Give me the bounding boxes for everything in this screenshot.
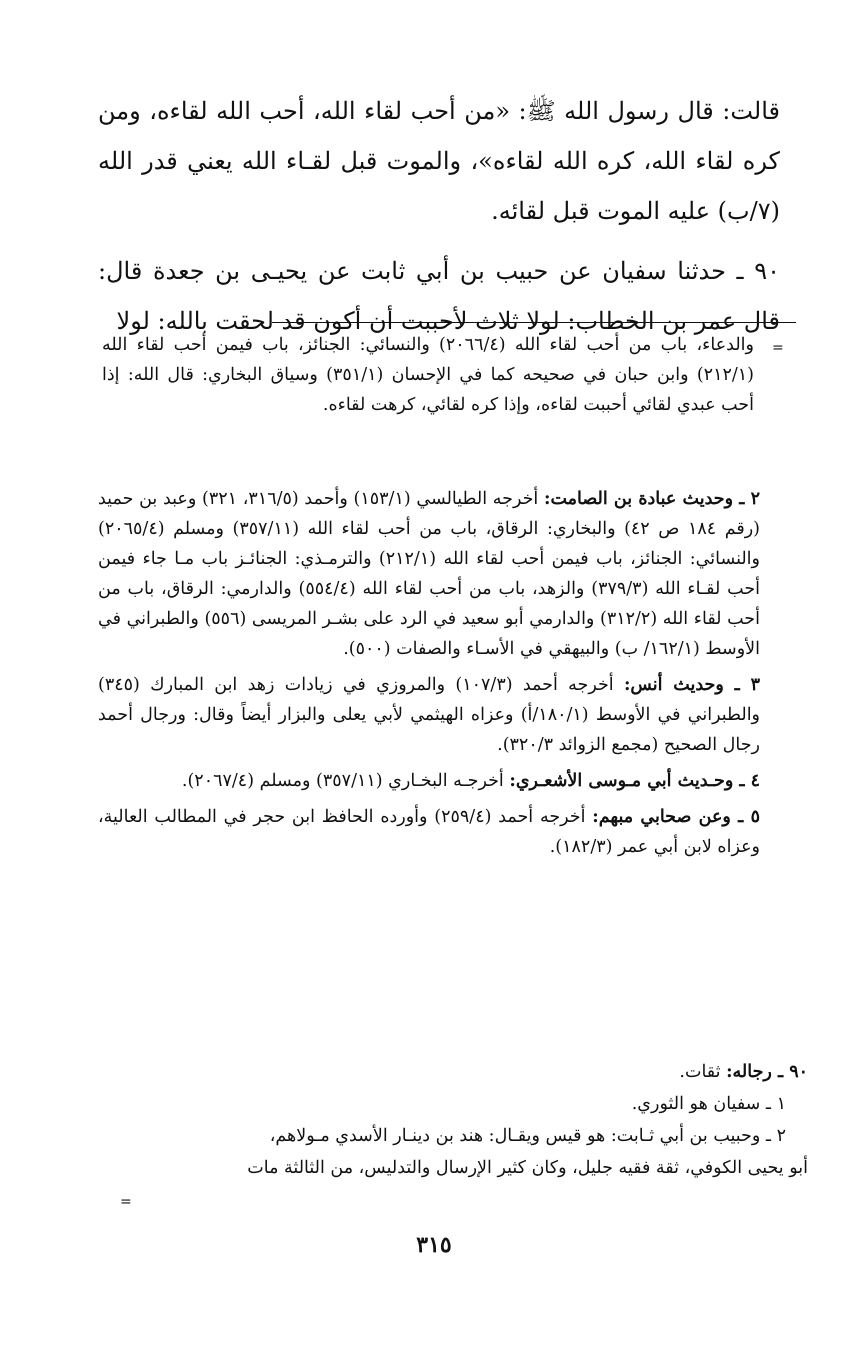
footnote-2-head: ٢ ـ وحديث عبادة بن الصامت:	[543, 489, 761, 509]
footnote-3-head: ٣ ـ وحديث أنس:	[623, 675, 760, 695]
page-end-continuation-mark: =	[120, 1194, 132, 1210]
rijal-item-1: ١ ـ سفيان هو الثوري.	[631, 1094, 786, 1114]
footnote-separator	[272, 322, 796, 323]
page-number: ٣١٥	[416, 1232, 452, 1258]
rijal-head: ٩٠ ـ رجاله:	[726, 1062, 808, 1082]
footnote-2-body: أخرجه الطيالسي (١٥٣/١) وأحمد (٣١٦/٥، ٣٢١) وعبد بن حميد (رقم ١٨٤ ص ٤٢) والبخاري: الرقاق، باب من أحب لقاء الله (٣٥٧/١١) ومسلم (٢٠٦٥/٤) والنسائي: الجنائز، باب فيمن أحب لقاء الله (٢١٢/١) والترمـذي: الجنائـز باب مـا جاء فيمن أحب لقـاء الله (٣٧٩/٣) والزهد، باب من أحب لقاء الله (٥٥٤/٤) والدارمي: الرقاق، باب من أحب لقاء الله (٣١٢/٢) والدارمي أبو سعيد في الرد على بشـر المريسى (٥٥٦) والطبراني في الأوسط (١٦٢/١/ ب) والبيهقي في الأسـاء والصفات (٥٠٠).	[98, 489, 761, 659]
rijal-section	[98, 1056, 808, 1184]
footnote-5-body: أخرجه أحمد (٢٥٩/٤) وأورده الحافظ ابن حجر في المطالب العالية، وعزاه لابن أبي عمر (١٨٢/٣).	[98, 807, 760, 857]
main-text	[98, 86, 780, 346]
footnote-5	[98, 802, 760, 862]
footnote-4	[98, 766, 760, 796]
footnote-3	[98, 670, 760, 760]
footnote-continued	[102, 330, 754, 420]
main-paragraph-2: ٩٠ ـ حدثنا سفيان عن حبيب بن أبي ثابت عن يحيـى بن جعدة قال: قال عمر بن الخطاب: لولا ثلاث لأحببت أن أكون قد لحقت بالله: لولا	[98, 257, 780, 335]
rijal-head-rest: ثقات.	[679, 1062, 721, 1082]
rijal-heading	[98, 1056, 808, 1088]
footnote-2	[98, 484, 760, 664]
footnote-3-body: أخرجه أحمد (١٠٧/٣) والمروزي في زيادات زهد ابن المبارك (٣٤٥) والطبراني في الأوسط (١٨٠/١/أ) وعزاه الهيثمي لأبي يعلى والبزار أيضاً وقال: ورجال أحمد رجال الصحيح (مجمع الزوائد ٣٢٠/٣).	[98, 675, 761, 755]
footnote-4-head: ٤ ـ وحـديث أبي مـوسى الأشعـري:	[509, 771, 760, 791]
footnote-continuation-mark: =	[772, 340, 784, 356]
footnote-4-body: أخرجـه البخـاري (٣٥٧/١١) ومسلم (٢٠٦٧/٤).	[181, 771, 504, 791]
rijal-item-2-line-1: ٢ ـ وحبيب بن أبي ثـابت: هو قيس ويقـال: هند بن دينـار الأسدي مـولاهم،	[269, 1126, 786, 1146]
footnotes-list	[98, 484, 760, 868]
rijal-item-2-line-2: أبو يحيى الكوفي، ثقة فقيه جليل، وكان كثير الإرسال والتدليس، من الثالثة مات	[247, 1158, 808, 1178]
footnote-5-head: ٥ ـ وعن صحابي مبهم:	[592, 807, 760, 827]
footnote-continued-text: والدعاء، باب من أحب لقاء الله (٢٠٦٦/٤) والنسائي: الجنائز، باب فيمن أحب لقاء الله (٢١٢/١) وابن حبان في صحيحه كما في الإحسان (٣٥١/١) وسياق البخاري: قال الله: إذا أحب عبدي لقائي أحببت لقاءه، وإذا كره لقائي، كرهت لقاءه.	[102, 335, 754, 415]
main-paragraph-1: قالت: قال رسول الله ﷺ: «من أحب لقاء الله، أحب الله لقاءه، ومن كره لقاء الله، كره الله لقاءه»، والموت قبل لقـاء الله يعني قدر الله (٧/ب) عليه الموت قبل لقائه.	[98, 97, 780, 225]
